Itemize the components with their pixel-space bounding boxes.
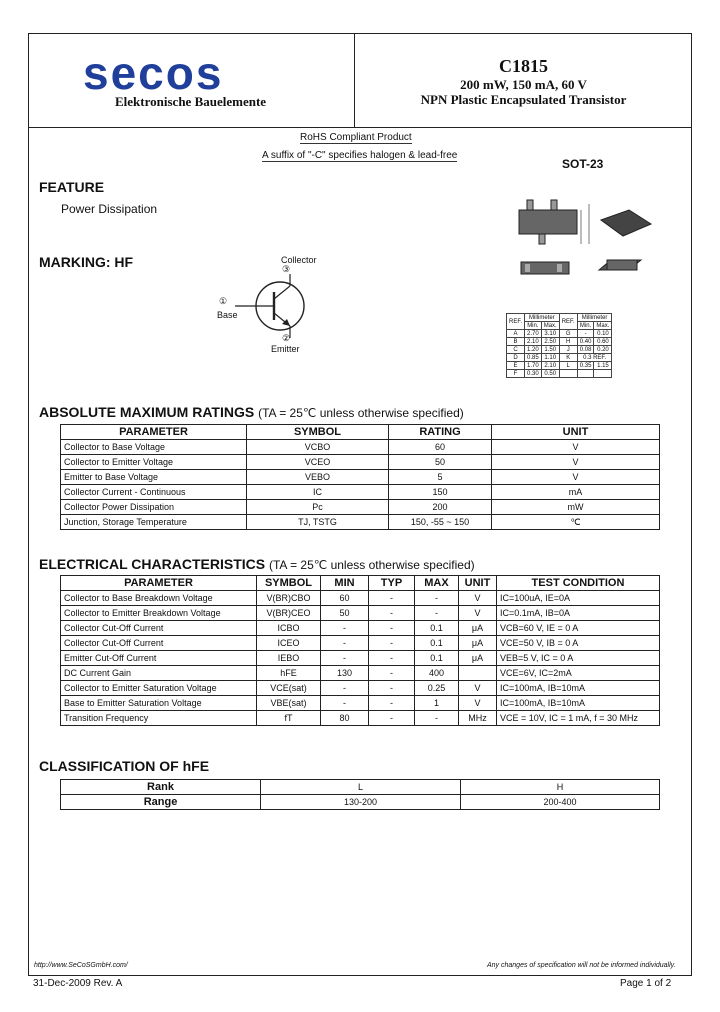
dim-row: D 0.85 1.10 K 0.3 REF.: [507, 354, 612, 362]
feature-heading: FEATURE: [39, 179, 105, 195]
elec-heading: [39, 556, 475, 572]
elec-note: (TA = 25℃ unless otherwise specified): [268, 558, 475, 572]
table-row: Collector Cut-Off Current ICEO - - 0.1 μA VCE=50 V, IB = 0 A: [61, 636, 660, 651]
range-header: Range: [61, 795, 261, 810]
table-row: Junction, Storage Temperature TJ, TSTG 150, -55 ~ 150 ℃: [61, 515, 660, 530]
dim-min-header: Min.: [525, 322, 542, 330]
pin2-number: ②: [282, 333, 291, 343]
secos-logo: [83, 55, 283, 95]
dim-ref-header: REF.: [507, 314, 525, 330]
table-row: Collector to Base Voltage VCBO 60 V: [61, 440, 660, 455]
pin3-number: ③: [282, 264, 291, 274]
rank-h: H: [461, 780, 660, 795]
col-parameter: PARAMETER: [61, 425, 247, 440]
col-unit: UNIT: [492, 425, 660, 440]
package-label: SOT-23: [562, 157, 604, 171]
col-parameter: PARAMETER: [61, 576, 257, 591]
table-row: Collector to Emitter Breakdown Voltage V(BR)CEO 50 - - V IC=0.1mA, IB=0A: [61, 606, 660, 621]
elec-title: ELECTRICAL CHARACTERISTICS: [39, 556, 266, 572]
abs-max-note: (TA = 25℃ unless otherwise specified): [258, 406, 464, 420]
collector-label: Collector: [281, 255, 317, 265]
table-row: Collector to Emitter Voltage VCEO 50 V: [61, 455, 660, 470]
ratings-line: 200 mW, 150 mA, 60 V: [460, 77, 587, 92]
pin1-number: ①: [219, 296, 228, 306]
part-description: NPN Plastic Encapsulated Transistor: [420, 92, 627, 107]
dim-mm-header: Millimeter: [525, 314, 560, 322]
table-row: DC Current Gain hFE 130 - 400 VCE=6V, IC=2mA: [61, 666, 660, 681]
dim-row: A 2.70 3.10 G - 0.10: [507, 330, 612, 338]
dim-row: F 0.30 0.50: [507, 370, 612, 378]
rank-header: Rank: [61, 780, 261, 795]
rank-l: L: [261, 780, 461, 795]
package-drawing: [505, 190, 665, 290]
abs-max-heading: [39, 404, 464, 420]
col-symbol: SYMBOL: [247, 425, 389, 440]
dim-row: B 2.10 2.50 H 0.40 0.60: [507, 338, 612, 346]
classification-table: [60, 779, 660, 810]
col-unit: UNIT: [459, 576, 497, 591]
part-number: C1815: [499, 56, 548, 76]
suffix-text: A suffix of "-C" specifies halogen & lead-free: [262, 150, 458, 161]
base-label: Base: [217, 310, 238, 320]
col-test-condition: TEST CONDITION: [497, 576, 660, 591]
table-row: Collector Power Dissipation Pc 200 mW: [61, 500, 660, 515]
col-max: MAX: [415, 576, 459, 591]
abs-max-table: [60, 424, 660, 530]
table-row: Base to Emitter Saturation Voltage VBE(sat) - - 1 V IC=100mA, IB=10mA: [61, 696, 660, 711]
table-row: [61, 795, 660, 810]
col-typ: TYP: [369, 576, 415, 591]
range-l: 130-200: [261, 795, 461, 810]
table-row: Emitter Cut-Off Current IEBO - - 0.1 μA VEB=5 V, IC = 0 A: [61, 651, 660, 666]
dim-row: C 1.20 1.50 J 0.08 0.20: [507, 346, 612, 354]
table-row: Collector to Base Breakdown Voltage V(BR)CBO 60 - - V IC=100uA, IE=0A: [61, 591, 660, 606]
table-row: Transition Frequency fT 80 - - MHz VCE = 10V, IC = 1 mA, f = 30 MHz: [61, 711, 660, 726]
rohs-text: RoHS Compliant Product: [300, 132, 412, 143]
table-row: Collector to Emitter Saturation Voltage VCE(sat) - - 0.25 V IC=100mA, IB=10mA: [61, 681, 660, 696]
dim-max-header: Max.: [541, 322, 559, 330]
footer-url[interactable]: http://www.SeCoSGmbH.com/: [34, 962, 128, 969]
range-h: 200-400: [461, 795, 660, 810]
col-min: MIN: [321, 576, 369, 591]
transistor-symbol: [230, 262, 320, 352]
col-rating: RATING: [389, 425, 492, 440]
emitter-label: Emitter: [271, 344, 300, 354]
feature-item: Power Dissipation: [61, 202, 158, 216]
elec-table: [60, 575, 660, 726]
marking-heading: MARKING: HF: [39, 254, 134, 270]
footer-date: 31-Dec-2009 Rev. A: [33, 978, 123, 989]
table-row: Collector Current - Continuous IC 150 mA: [61, 485, 660, 500]
col-symbol: SYMBOL: [257, 576, 321, 591]
dim-min-header-2: Min.: [577, 322, 594, 330]
table-row: Emitter to Base Voltage VEBO 5 V: [61, 470, 660, 485]
dimension-table: [506, 313, 612, 378]
table-row: [61, 780, 660, 795]
dim-ref-header-2: REF.: [559, 314, 577, 330]
dim-mm-header-2: Millimeter: [577, 314, 612, 322]
brand-subtitle: Elektronische Bauelemente: [115, 94, 267, 109]
footer-disclaimer: Any changes of specification will not be informed individually.: [487, 962, 676, 969]
header-title-cell: [355, 33, 692, 128]
table-row: Collector Cut-Off Current ICBO - - 0.1 μA VCB=60 V, IE = 0 A: [61, 621, 660, 636]
abs-max-title: ABSOLUTE MAXIMUM RATINGS: [39, 404, 255, 420]
dim-max-header-2: Max.: [594, 322, 612, 330]
rohs-note: [300, 132, 412, 143]
dim-row: E 1.70 2.10 L 0.35 1.15: [507, 362, 612, 370]
logo-wordmark: secos: [83, 55, 224, 95]
footer-page: Page 1 of 2: [620, 978, 672, 989]
suffix-note: [262, 150, 457, 161]
classification-heading: CLASSIFICATION OF hFE: [39, 758, 210, 774]
